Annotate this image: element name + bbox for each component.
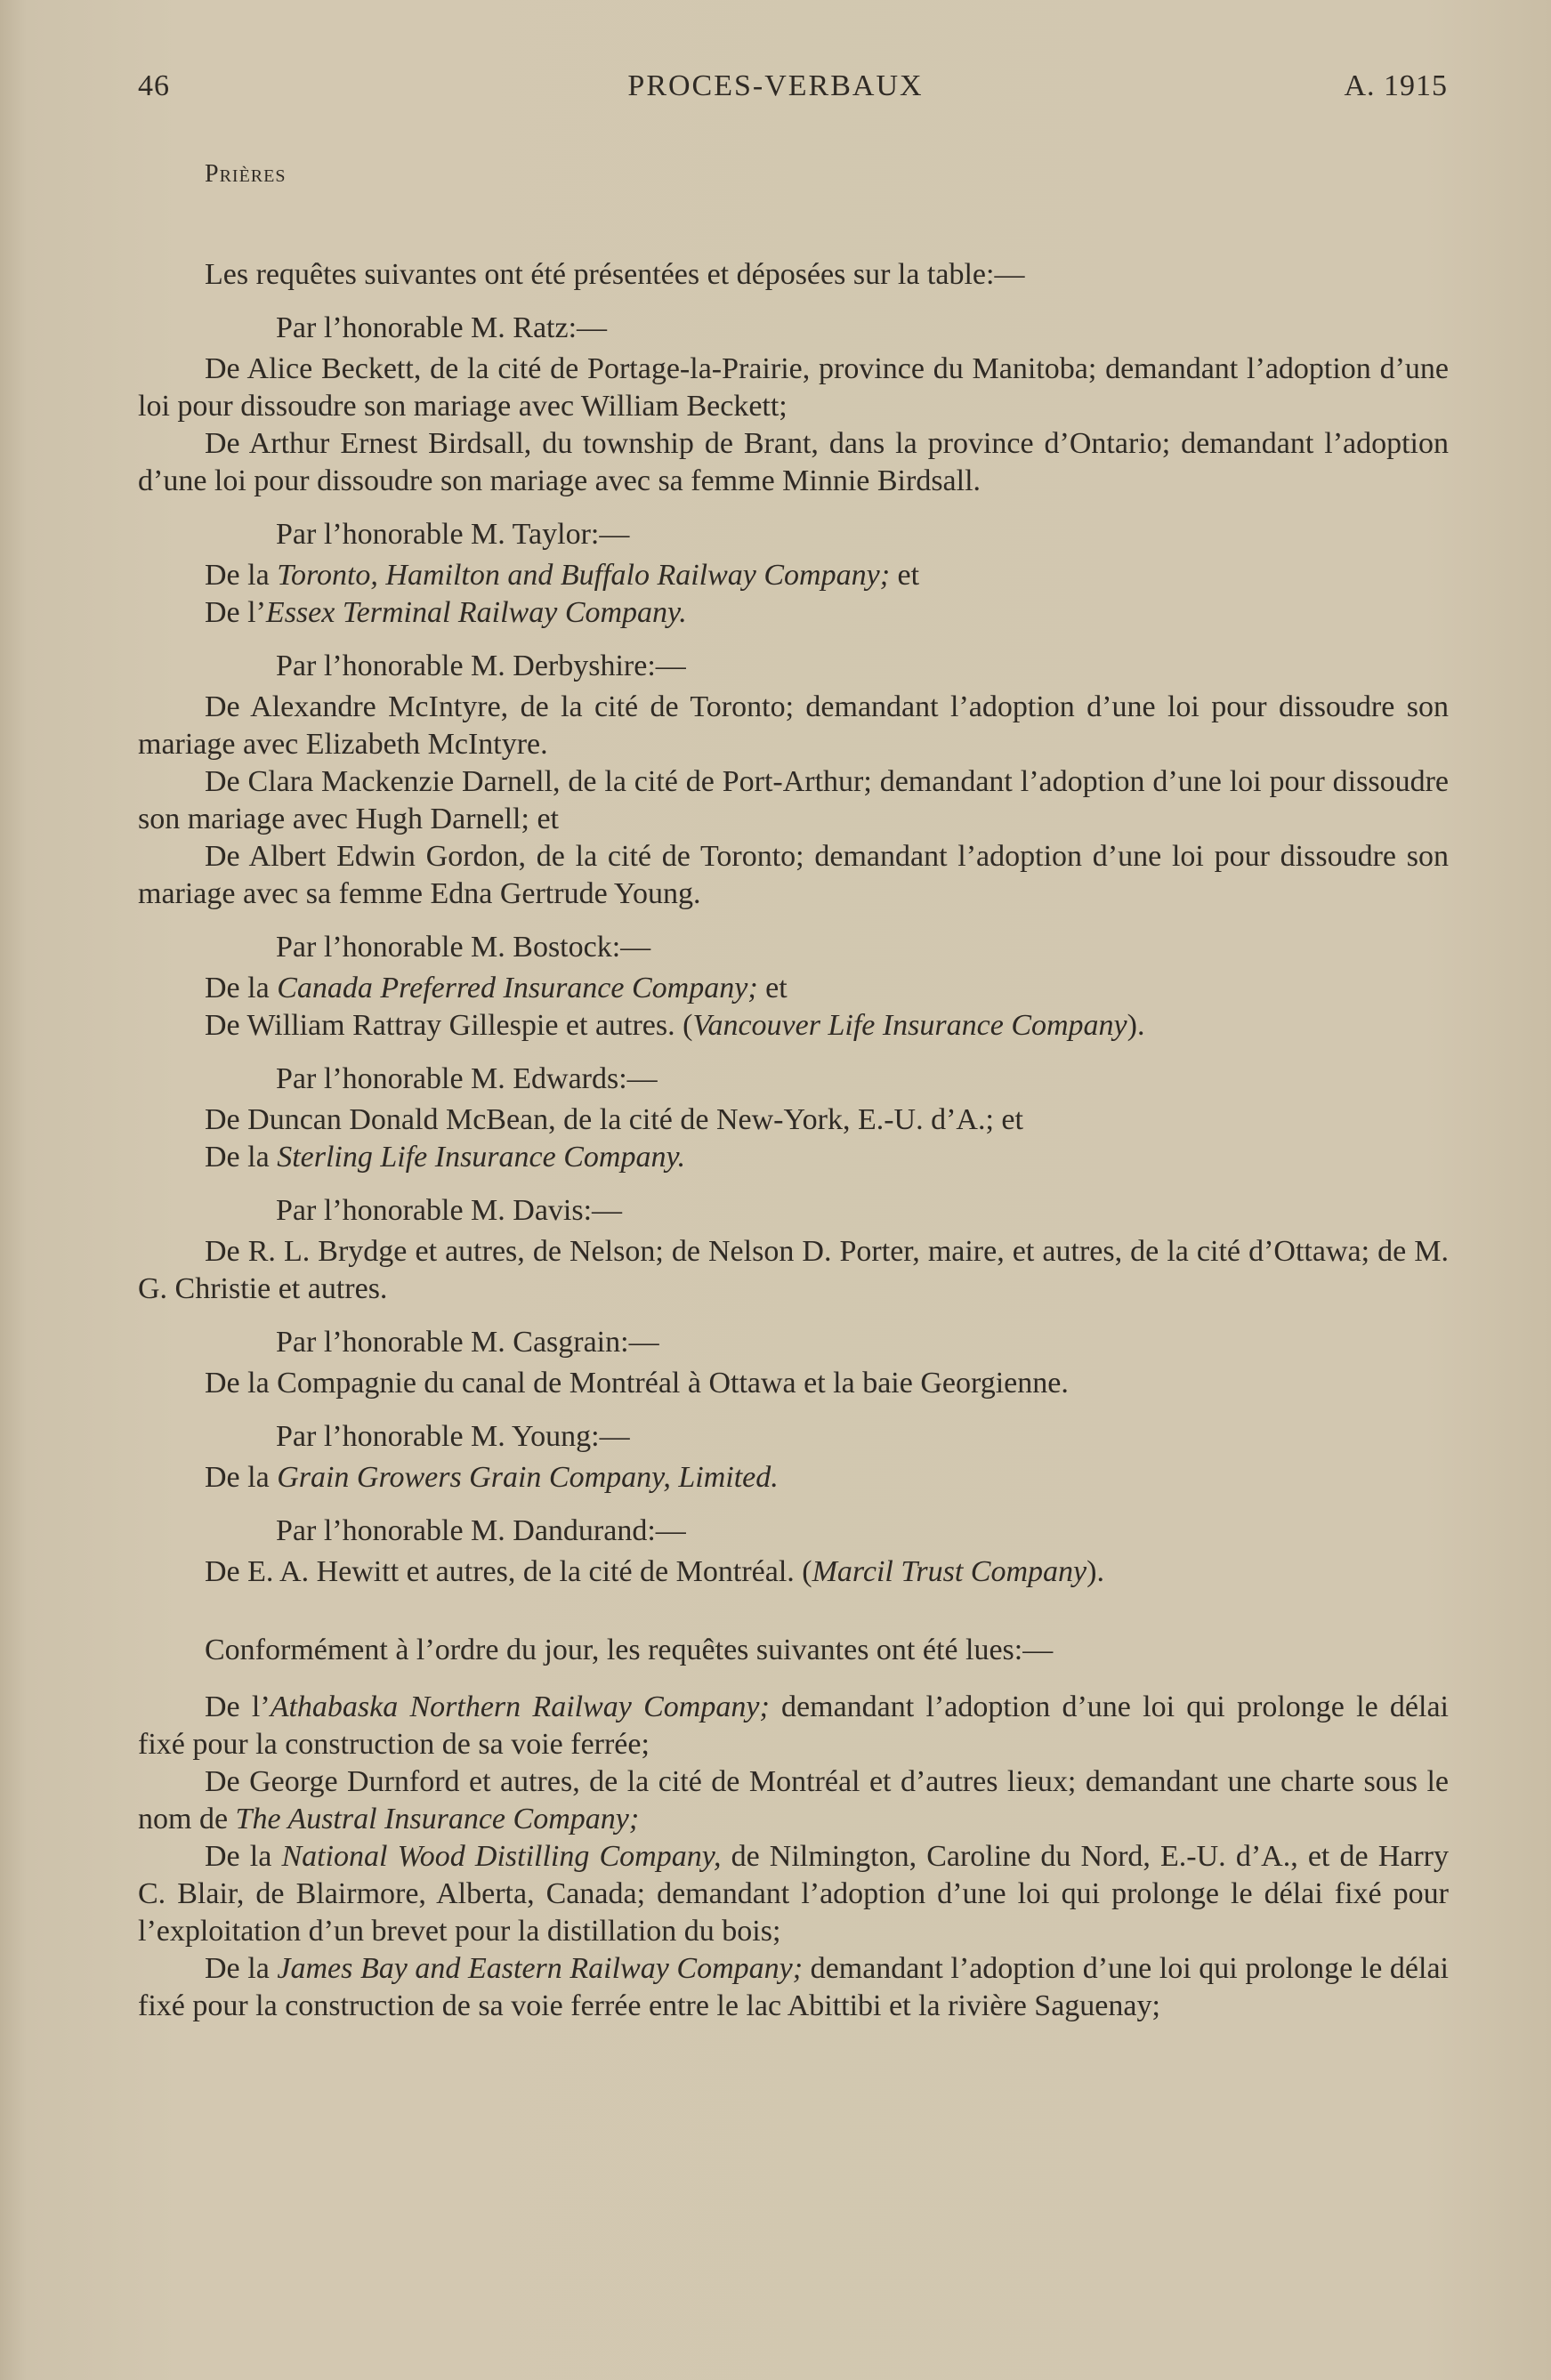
running-title: PROCES-VERBAUX: [627, 69, 924, 102]
petition-entry: De la Canada Preferred Insurance Company; et: [205, 972, 788, 1004]
petition-entry: De E. A. Hewitt et autres, de la cité de Montréal. (Marcil Trust Company).: [205, 1555, 1104, 1588]
intro-paragraph: Les requêtes suivantes ont été présentées et déposées sur la table:—: [205, 258, 1025, 291]
petition-entry: De R. L. Brydge et autres, de Nelson; de Nelson D. Porter, maire, et autres, de la cité d’Ottawa; de M. G. Christie et autres.: [138, 1235, 1449, 1305]
page-number: 46: [138, 69, 170, 102]
petition-presenter: Par l’honorable M. Ratz:—: [276, 311, 608, 344]
read-petition-entry: De la James Bay and Eastern Railway Company; demandant l’adoption d’une loi qui prolonge le délai fixé pour la construction de sa voie ferrée entre le lac Abittibi et la rivière Saguenay;: [138, 1952, 1450, 2022]
read-petition-entry: De l’Athabaska Northern Railway Company; demandant l’adoption d’une loi qui prolonge le délai fixé pour la construction de sa voie ferrée;: [138, 1690, 1449, 1761]
petition-presenter: Par l’honorable M. Derbyshire:—: [276, 649, 686, 682]
second-intro-paragraph: Conformément à l’ordre du jour, les requêtes suivantes ont été lues:—: [205, 1634, 1054, 1666]
petition-entry: De Clara Mackenzie Darnell, de la cité de Port-Arthur; demandant l’adoption d’une loi pour dissoudre son mariage avec Hugh Darnell; et: [138, 765, 1449, 835]
petition-entry: De Alice Beckett, de la cité de Portage-la-Prairie, province du Manitoba; demandant l’adoption d’une loi pour dissoudre son mariage avec William Beckett;: [138, 352, 1449, 423]
body-text: [138, 256, 1449, 2025]
petition-entry: De l’Essex Terminal Railway Company.: [205, 596, 687, 629]
petition-presenter: Par l’honorable M. Davis:—: [276, 1194, 623, 1227]
petition-presenter: Par l’honorable M. Young:—: [276, 1420, 630, 1453]
petition-entry: De Duncan Donald McBean, de la cité de New-York, E.-U. d’A.; et: [205, 1103, 1023, 1136]
petition-presenter: Par l’honorable M. Casgrain:—: [276, 1326, 659, 1359]
petition-presenter: Par l’honorable M. Edwards:—: [276, 1062, 658, 1095]
petition-entry: De William Rattray Gillespie et autres. (Vancouver Life Insurance Company).: [205, 1009, 1145, 1042]
petition-presenter: Par l’honorable M. Taylor:—: [276, 518, 630, 551]
year-label: A. 1915: [1344, 69, 1448, 102]
petition-entry: De Arthur Ernest Birdsall, du township de Brant, dans la province d’Ontario; demandant l’adoption d’une loi pour dissoudre son mariage avec sa femme Minnie Birdsall.: [138, 427, 1449, 497]
page-header: [0, 69, 1551, 114]
petition-entry: De Albert Edwin Gordon, de la cité de Toronto; demandant l’adoption d’une loi pour dissoudre son mariage avec sa femme Edna Gertrude Young.: [138, 840, 1449, 910]
petition-presenter: Par l’honorable M. Bostock:—: [276, 931, 651, 964]
petition-entry: De la Grain Growers Grain Company, Limited.: [205, 1461, 779, 1494]
petition-entry: De la Compagnie du canal de Montréal à Ottawa et la baie Georgienne.: [205, 1367, 1069, 1400]
petition-entry: De la Sterling Life Insurance Company.: [205, 1141, 686, 1174]
read-petition-entry: De George Durnford et autres, de la cité de Montréal et d’autres lieux; demandant une charte sous le nom de The Austral Insurance Company;: [138, 1765, 1449, 1835]
read-petition-entry: De la National Wood Distilling Company, de Nilmington, Caroline du Nord, E.-U. d’A., et de Harry C. Blair, de Blairmore, Alberta, Canada; demandant l’adoption d’une loi qui prolonge le délai fixé pour l’exploitation d’un brevet pour la distillation du bois;: [138, 1840, 1449, 1948]
petition-presenter: Par l’honorable M. Dandurand:—: [276, 1514, 686, 1547]
petition-groups: [138, 310, 1449, 1591]
petition-entry: De Alexandre McIntyre, de la cité de Toronto; demandant l’adoption d’une loi pour dissoudre son mariage avec Elizabeth McIntyre.: [138, 690, 1449, 761]
petition-entry: De la Toronto, Hamilton and Buffalo Railway Company; et: [205, 559, 920, 592]
section-title: Prières: [205, 160, 287, 188]
read-petitions: [138, 1689, 1449, 2025]
